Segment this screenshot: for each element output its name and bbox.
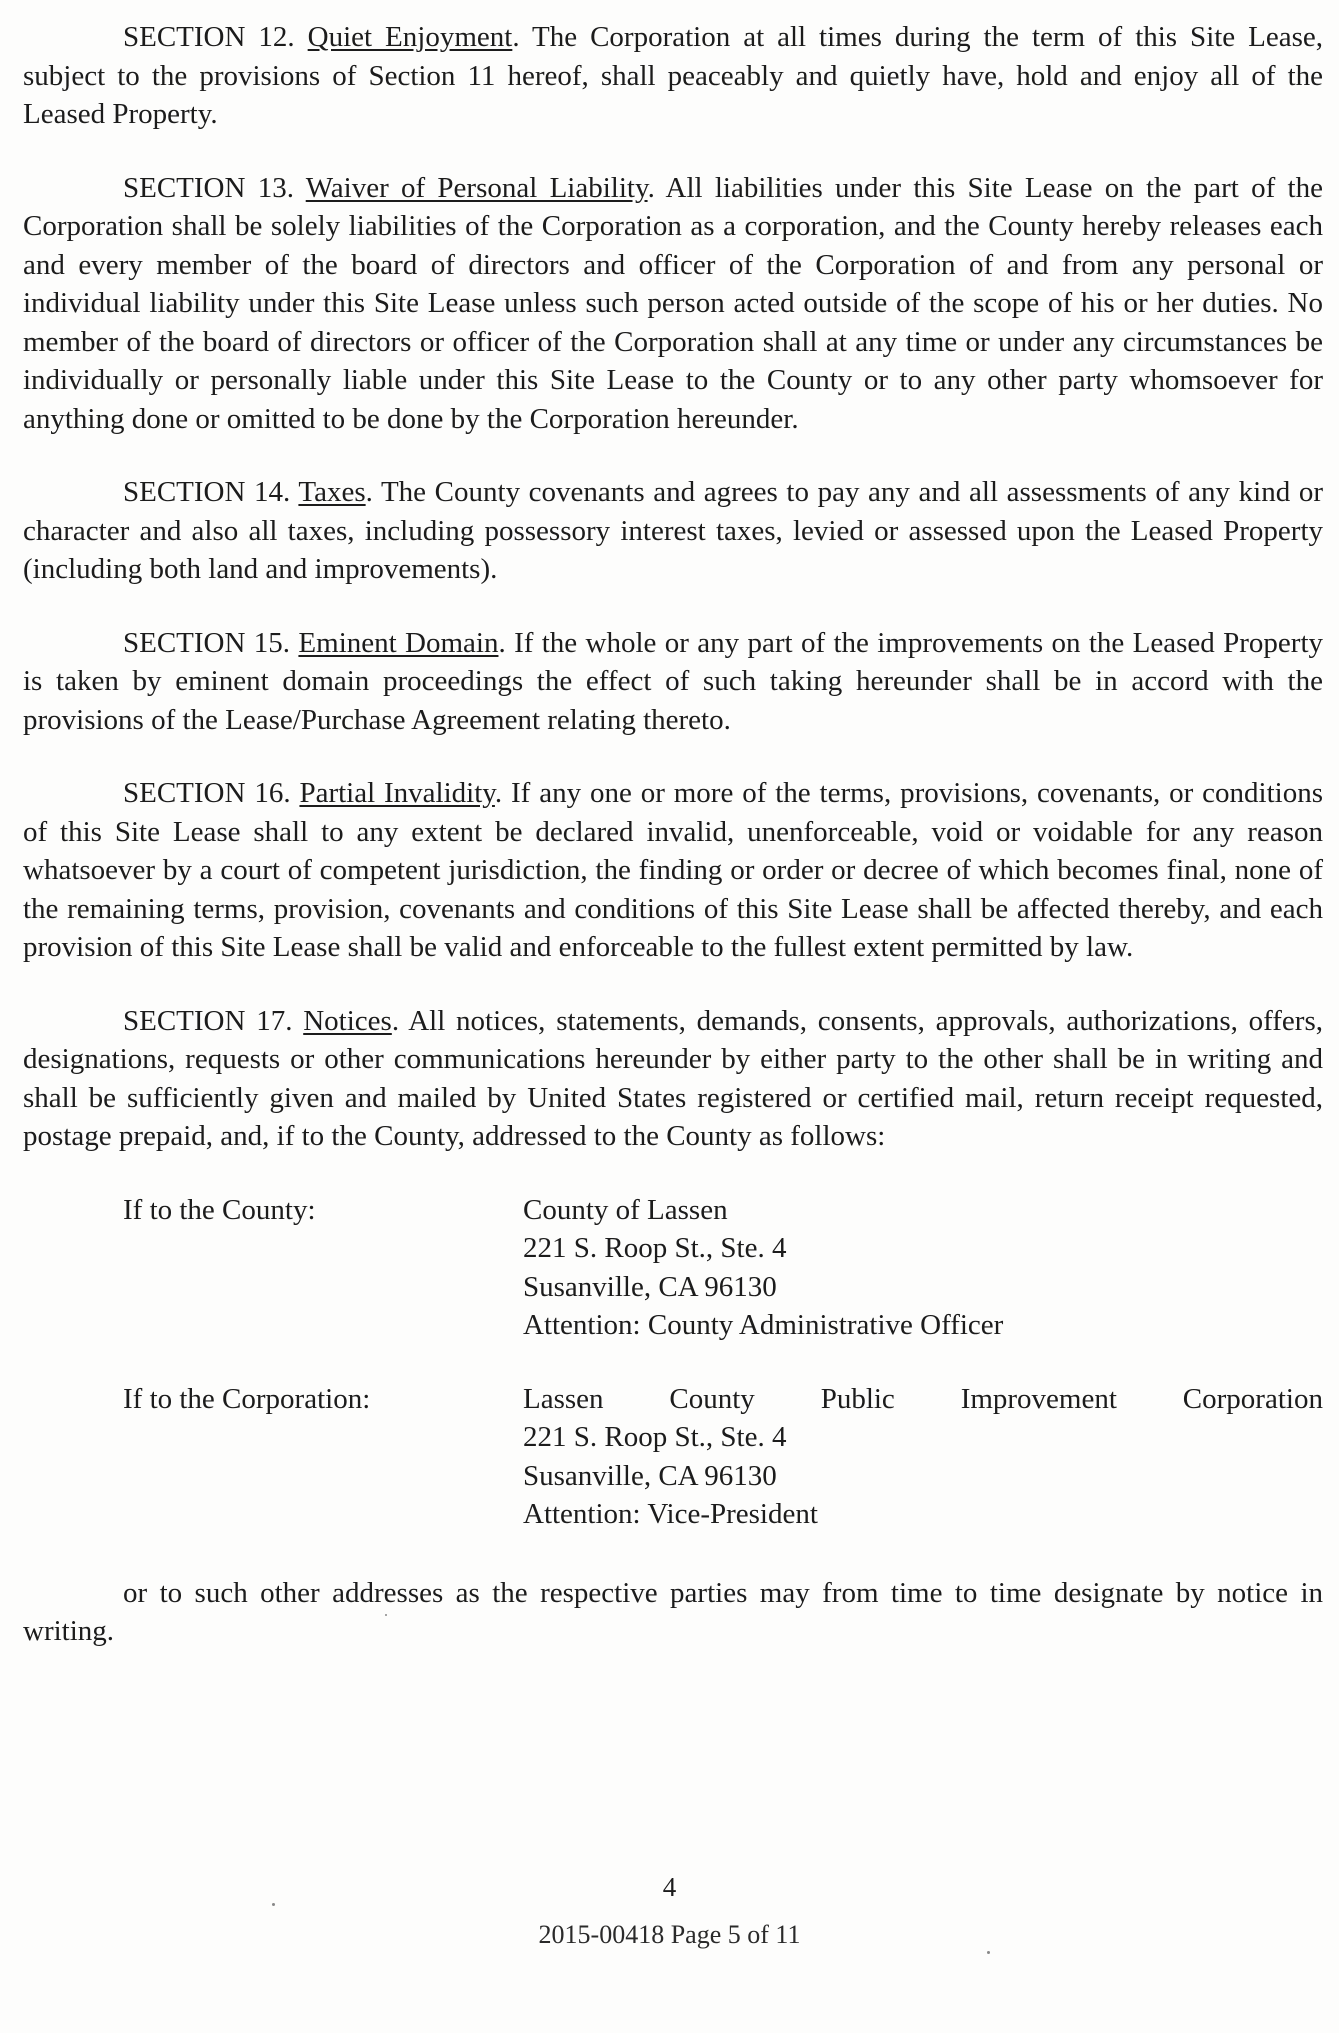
name-word: County — [669, 1382, 755, 1415]
section-17 — [23, 1002, 1323, 1156]
section-text: . If the whole or any part of the improvements on the Leased Property is taken by eminent domain proceedings the effect of such taking hereunder shall be in accord with the provisions of the Lease/Purchase Agreement relating thereto. — [23, 626, 1323, 736]
corporation-address-lines — [523, 1380, 1323, 1534]
section-heading: SECTION 17. — [123, 1004, 293, 1037]
corporation-name-line — [523, 1380, 1323, 1419]
section-caption: Notices — [303, 1004, 392, 1037]
county-address-lines — [523, 1191, 1323, 1345]
section-heading: SECTION 16. — [123, 777, 291, 809]
section-caption: Waiver of Personal Liability — [305, 171, 648, 204]
section-text: . The Corporation at all times during the term of this Site Lease, subject to the provisions of Section 11 hereof, shall peaceably and quietly have, hold and enjoy all of the Leased Property. — [23, 21, 1324, 130]
county-address-label: If to the County: — [123, 1193, 316, 1226]
footer-stamp-text: 2015-00418 Page 5 of 11 — [538, 1920, 801, 1949]
section-15 — [23, 624, 1323, 740]
name-word: Improvement — [960, 1382, 1117, 1415]
footer-stamp — [0, 1920, 1339, 1949]
scan-speck — [987, 1951, 990, 1954]
section-16 — [23, 774, 1323, 967]
section-caption: Quiet Enjoyment — [307, 21, 513, 53]
address-line: Attention: Vice-President — [523, 1498, 818, 1530]
section-heading: SECTION 15. — [123, 626, 291, 659]
document-body — [23, 18, 1323, 1686]
section-heading: SECTION 14. — [123, 476, 291, 508]
corporation-address-label: If to the Corporation: — [123, 1382, 371, 1415]
section-caption: Partial Invalidity — [299, 777, 495, 809]
section-caption: Eminent Domain — [298, 626, 499, 659]
section-text: . All notices, statements, demands, consents, approvals, authorizations, offers, designations, requests or other communications hereunder by either party to the other shall be in writing and shall be sufficiently given and mailed by United States registered or certified mail, return receipt requested, postage prepaid, and, if to the County, addressed to the County as follows: — [23, 1004, 1323, 1152]
section-caption: Taxes — [298, 476, 366, 508]
address-line: 221 S. Roop St., Ste. 4 — [523, 1421, 787, 1453]
scan-speck — [272, 1903, 275, 1906]
corporation-address-block — [123, 1380, 1323, 1534]
address-line: 221 S. Roop St., Ste. 4 — [523, 1232, 787, 1264]
page-number: 4 — [662, 1872, 677, 1902]
closing-paragraph: or to such other addresses as the respective parties may from time to time designate by notice in writing. — [23, 1576, 1323, 1647]
address-line: County of Lassen — [523, 1193, 728, 1226]
name-word: Public — [820, 1382, 895, 1415]
section-14 — [23, 473, 1323, 589]
section-12 — [23, 18, 1323, 134]
section-text: . If any one or more of the terms, provisions, covenants, or conditions of this Site Lease shall to any extent be declared invalid, unenforceable, void or voidable for any reason whatsoever by a court of competent jurisdiction, the finding or order or decree of which becomes final, none of the remaining terms, provision, covenants and conditions of this Site Lease shall be affected thereby, and each provision of this Site Lease shall be valid and enforceable to the fullest extent permitted by law. — [23, 777, 1323, 963]
address-line: Susanville, CA 96130 — [523, 1270, 777, 1303]
section-heading: SECTION 13. — [123, 171, 294, 204]
scan-speck — [385, 1614, 387, 1616]
name-word: Lassen — [523, 1382, 604, 1415]
section-text: . All liabilities under this Site Lease on the part of the Corporation shall be solely liabilities of the Corporation as a corporation, and the County hereby releases each and every member of the board of directors and officer of the Corporation of and from any personal or individual liability under this Site Lease unless such person acted outside of the scope of his or her duties. No member of the board of directors or officer of the Corporation shall at any time or under any circumstances be individually or personally liable under this Site Lease to the County or to any other party whomsoever for anything done or omitted to be done by the Corporation hereunder. — [23, 171, 1323, 435]
address-line: Attention: County Administrative Officer — [523, 1309, 1004, 1341]
section-13 — [23, 169, 1323, 439]
section-heading: SECTION 12. — [123, 21, 295, 53]
county-address-block — [123, 1191, 1323, 1345]
section-text: . The County covenants and agrees to pay any and all assessments of any kind or character and also all taxes, including possessory interest taxes, levied or assessed upon the Leased Property (including both land and improvements). — [23, 476, 1323, 585]
address-line: Susanville, CA 96130 — [523, 1459, 777, 1492]
name-word: Corporation — [1182, 1382, 1323, 1415]
